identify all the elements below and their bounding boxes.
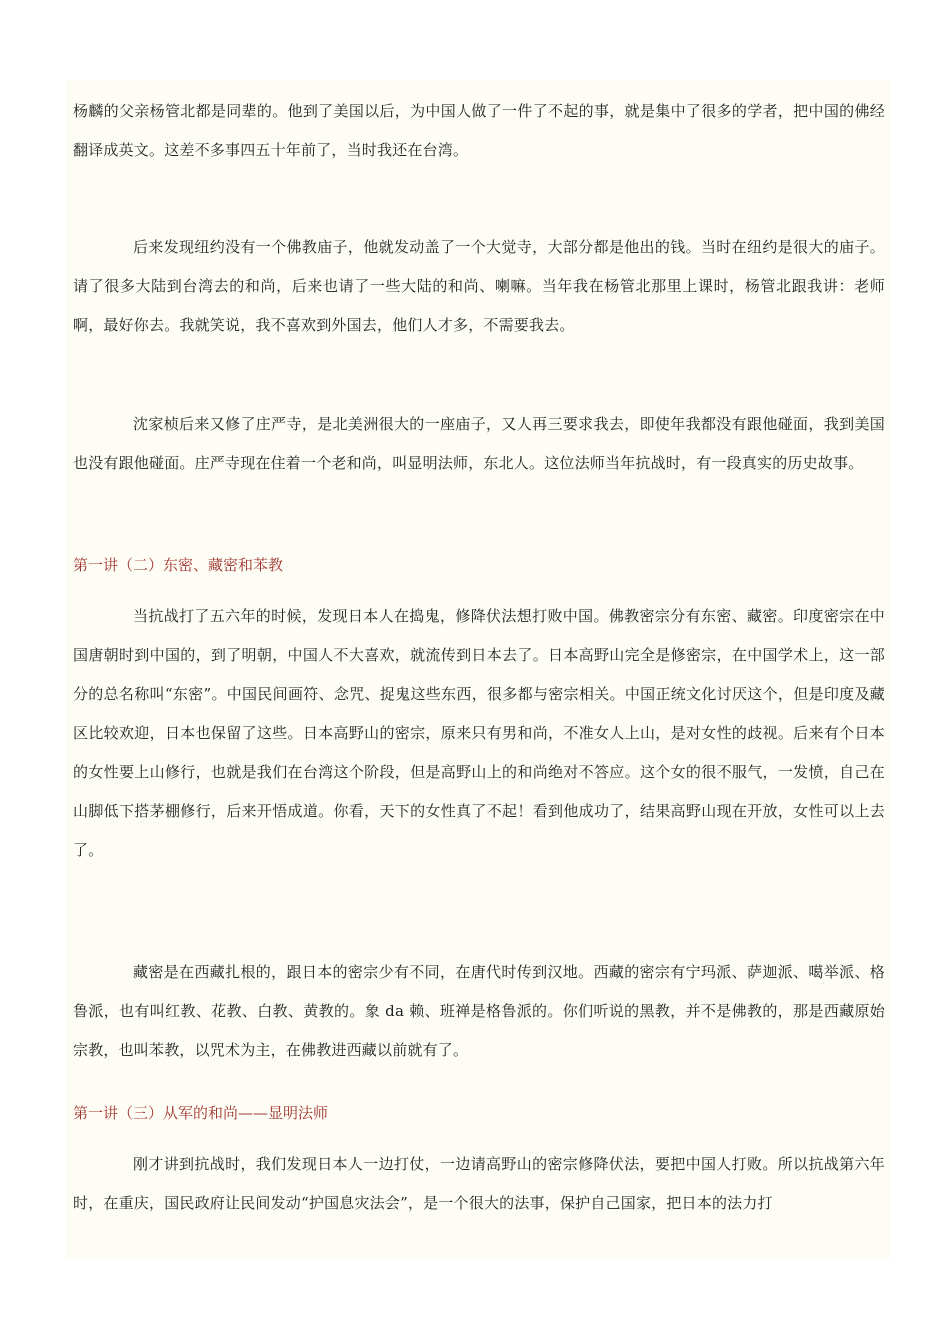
paragraph-3: 沈家桢后来又修了庄严寺，是北美洲很大的一座庙子，又人再三要求我去，即使年我都没有跟他碰面，我到美国也没有跟他碰面。庄严寺现在住着一个老和尚，叫显明法师，东北人。这位法师当年抗战时，有一段真实的历史故事。 bbox=[73, 415, 885, 472]
paragraph-4: 当抗战打了五六年的时候，发现日本人在捣鬼，修降伏法想打败中国。佛教密宗分有东密、藏密。印度密宗在中国唐朝时到中国的，到了明朝，中国人不大喜欢，就流传到日本去了。日本高野山完全是修密宗，在中国学术上，这一部分的总名称叫“东密”。中国民间画符、念咒、捉鬼这些东西，很多都与密宗相关。中国正统文化讨厌这个，但是印度及藏区比较欢迎，日本也保留了这些。日本高野山的密宗，原来只有男和尚，不准女人上山，是对女性的歧视。后来有个日本的女性要上山修行，也就是我们在台湾这个阶段，但是高野山上的和尚绝对不答应。这个女的很不服气，一发愤，自己在山脚低下搭茅棚修行，后来开悟成道。你看，天下的女性真了不起！看到他成功了，结果高野山现在开放，女性可以上去了。 bbox=[73, 607, 885, 859]
paragraph-1: 杨麟的父亲杨管北都是同辈的。他到了美国以后，为中国人做了一件了不起的事，就是集中了很多的学者，把中国的佛经翻译成英文。这差不多事四五十年前了，当时我还在台湾。 bbox=[73, 102, 885, 159]
paragraph-2: 后来发现纽约没有一个佛教庙子，他就发动盖了一个大觉寺，大部分都是他出的钱。当时在纽约是很大的庙子。请了很多大陆到台湾去的和尚，后来也请了一些大陆的和尚、喇嘛。当年我在杨管北那里上课时，杨管北跟我讲：老师啊，最好你去。我就笑说，我不喜欢到外国去，他们人才多，不需要我去。 bbox=[73, 238, 885, 334]
paragraph-5: 藏密是在西藏扎根的，跟日本的密宗少有不同，在唐代时传到汉地。西藏的密宗有宁玛派、萨迦派、噶举派、格鲁派，也有叫红教、花教、白教、黄教的。象 da 赖、班禅是格鲁派的。你们听说的黑教，并不是佛教的，那是西藏原始宗教，也叫苯教，以咒术为主，在佛教进西藏以前就有了。 bbox=[73, 963, 885, 1059]
section-heading-3: 第一讲（三）从军的和尚——显明法师 bbox=[73, 1104, 329, 1122]
section-heading-2: 第一讲（二）东密、藏密和苯教 bbox=[73, 556, 284, 574]
paragraph-6: 刚才讲到抗战时，我们发现日本人一边打仗，一边请高野山的密宗修降伏法，要把中国人打败。所以抗战第六年时，在重庆，国民政府让民间发动“护国息灾法会”，是一个很大的法事，保护自己国家，把日本的法力打 bbox=[73, 1155, 885, 1212]
